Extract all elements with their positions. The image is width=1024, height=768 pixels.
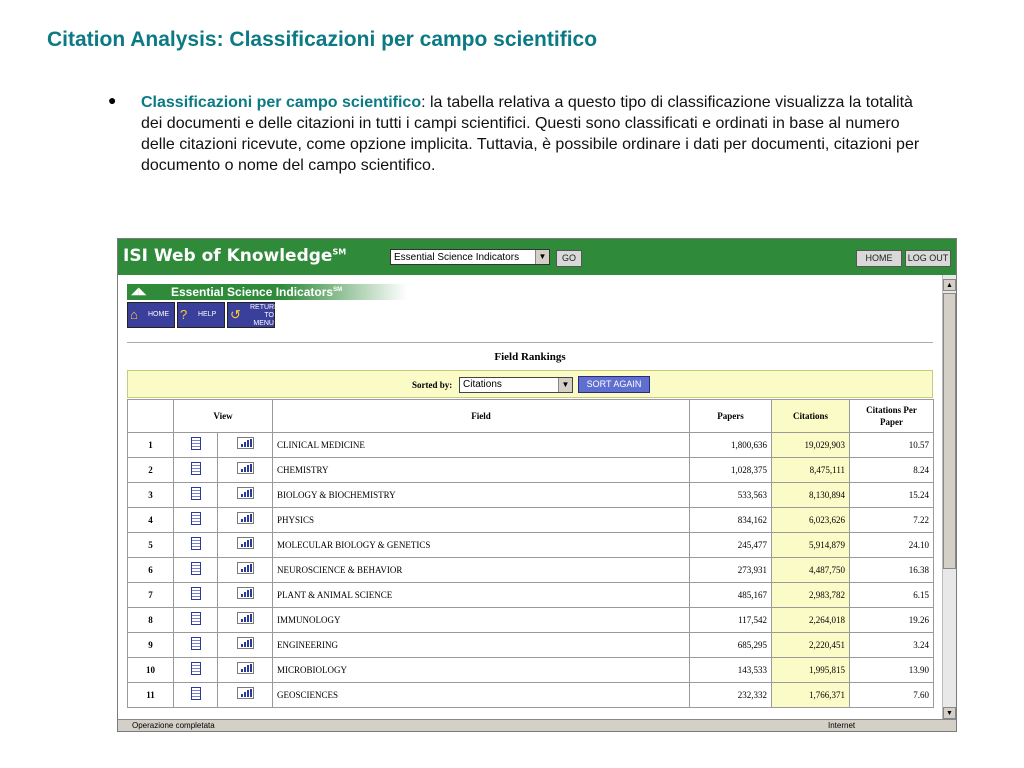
chart-cell[interactable] bbox=[218, 583, 273, 608]
return-icon: ↺ bbox=[230, 307, 241, 322]
rank-cell: 5 bbox=[128, 533, 174, 558]
doc-cell[interactable] bbox=[174, 658, 218, 683]
isi-header-bar bbox=[118, 239, 956, 275]
status-text: Operazione completata bbox=[132, 721, 215, 730]
chart-cell[interactable] bbox=[218, 558, 273, 583]
chart-cell[interactable] bbox=[218, 683, 273, 708]
bar-chart-icon[interactable] bbox=[237, 612, 254, 624]
field-rankings-table bbox=[127, 399, 934, 708]
document-list-icon[interactable] bbox=[191, 637, 201, 650]
cpp-header[interactable]: Citations Per Paper bbox=[850, 400, 934, 433]
doc-cell[interactable] bbox=[174, 458, 218, 483]
field-cell: CLINICAL MEDICINE bbox=[273, 433, 690, 458]
papers-cell: 685,295 bbox=[690, 633, 772, 658]
table-row bbox=[128, 433, 934, 458]
bullet-body: : la tabella relativa a questo tipo di classificazione visualizza la totalità dei documenti e delle citazioni in tutti i campi scientifici. Questi sono classificati e ordinati in base al numero delle citazioni ricevute, come opzione implicita. Tuttavia, è possibile ordinare i dati per documenti, citazioni per documento o nome del campo scientifico. bbox=[141, 94, 920, 174]
home-icon: ⌂ bbox=[130, 307, 138, 322]
doc-cell[interactable] bbox=[174, 633, 218, 658]
rank-cell: 9 bbox=[128, 633, 174, 658]
esi-banner bbox=[127, 284, 407, 300]
field-cell: GEOSCIENCES bbox=[273, 683, 690, 708]
esi-return-label: RETURN TO MENU bbox=[250, 304, 280, 327]
scroll-thumb[interactable] bbox=[943, 293, 956, 569]
field-cell: ENGINEERING bbox=[273, 633, 690, 658]
cpp-cell: 7.22 bbox=[850, 508, 934, 533]
chart-cell[interactable] bbox=[218, 633, 273, 658]
esi-logo-icon: ◢◣ bbox=[131, 286, 147, 297]
chart-cell[interactable] bbox=[218, 508, 273, 533]
chart-cell[interactable] bbox=[218, 608, 273, 633]
table-row bbox=[128, 658, 934, 683]
chart-cell[interactable] bbox=[218, 483, 273, 508]
chart-cell[interactable] bbox=[218, 433, 273, 458]
bar-chart-icon[interactable] bbox=[237, 587, 254, 599]
document-list-icon[interactable] bbox=[191, 687, 201, 700]
status-bar bbox=[118, 719, 956, 732]
cpp-cell: 7.60 bbox=[850, 683, 934, 708]
rank-cell: 10 bbox=[128, 658, 174, 683]
doc-cell[interactable] bbox=[174, 683, 218, 708]
bar-chart-icon[interactable] bbox=[237, 437, 254, 449]
field-cell: BIOLOGY & BIOCHEMISTRY bbox=[273, 483, 690, 508]
sort-select[interactable] bbox=[459, 377, 573, 393]
chevron-down-icon[interactable]: ▼ bbox=[558, 378, 572, 392]
doc-cell[interactable] bbox=[174, 583, 218, 608]
bar-chart-icon[interactable] bbox=[237, 462, 254, 474]
document-list-icon[interactable] bbox=[191, 587, 201, 600]
bullet-dot-icon: ● bbox=[108, 92, 117, 108]
papers-cell: 273,931 bbox=[690, 558, 772, 583]
papers-cell: 1,800,636 bbox=[690, 433, 772, 458]
doc-cell[interactable] bbox=[174, 558, 218, 583]
cpp-cell: 10.57 bbox=[850, 433, 934, 458]
bar-chart-icon[interactable] bbox=[237, 662, 254, 674]
view-header: View bbox=[174, 400, 273, 433]
bar-chart-icon[interactable] bbox=[237, 637, 254, 649]
scroll-down-icon[interactable]: ▼ bbox=[943, 707, 956, 719]
help-icon: ? bbox=[180, 307, 188, 322]
cpp-cell: 6.15 bbox=[850, 583, 934, 608]
logout-button[interactable]: LOG OUT bbox=[905, 250, 951, 267]
bar-chart-icon[interactable] bbox=[237, 687, 254, 699]
vertical-scrollbar[interactable] bbox=[942, 275, 956, 719]
field-cell: NEUROSCIENCE & BEHAVIOR bbox=[273, 558, 690, 583]
table-row bbox=[128, 683, 934, 708]
doc-cell[interactable] bbox=[174, 433, 218, 458]
citations-cell: 1,766,371 bbox=[772, 683, 850, 708]
document-list-icon[interactable] bbox=[191, 462, 201, 475]
chart-cell[interactable] bbox=[218, 533, 273, 558]
rank-header bbox=[128, 400, 174, 433]
database-select[interactable] bbox=[390, 249, 550, 265]
rank-cell: 2 bbox=[128, 458, 174, 483]
field-header[interactable]: Field bbox=[273, 400, 690, 433]
slide-title: Citation Analysis: Classificazioni per campo scientifico bbox=[47, 28, 598, 51]
esi-home-button[interactable] bbox=[127, 302, 175, 328]
table-row bbox=[128, 533, 934, 558]
table-row bbox=[128, 508, 934, 533]
cpp-cell: 8.24 bbox=[850, 458, 934, 483]
citations-cell: 8,130,894 bbox=[772, 483, 850, 508]
bar-chart-icon[interactable] bbox=[237, 562, 254, 574]
cpp-cell: 13.90 bbox=[850, 658, 934, 683]
citations-cell: 6,023,626 bbox=[772, 508, 850, 533]
page-heading: Field Rankings bbox=[494, 351, 566, 363]
papers-cell: 1,028,375 bbox=[690, 458, 772, 483]
bullet-text bbox=[141, 92, 921, 176]
papers-header[interactable]: Papers bbox=[690, 400, 772, 433]
document-list-icon[interactable] bbox=[191, 487, 201, 500]
rank-cell: 3 bbox=[128, 483, 174, 508]
cpp-cell: 15.24 bbox=[850, 483, 934, 508]
rank-cell: 1 bbox=[128, 433, 174, 458]
field-cell: PLANT & ANIMAL SCIENCE bbox=[273, 583, 690, 608]
citations-cell: 2,264,018 bbox=[772, 608, 850, 633]
document-list-icon[interactable] bbox=[191, 512, 201, 525]
esi-home-label: HOME bbox=[148, 311, 169, 318]
esi-title-text: Essential Science Indicators bbox=[171, 285, 334, 299]
papers-cell: 834,162 bbox=[690, 508, 772, 533]
field-cell: PHYSICS bbox=[273, 508, 690, 533]
document-list-icon[interactable] bbox=[191, 612, 201, 625]
citations-cell: 5,914,879 bbox=[772, 533, 850, 558]
papers-cell: 117,542 bbox=[690, 608, 772, 633]
chart-cell[interactable] bbox=[218, 658, 273, 683]
status-zone: Internet bbox=[828, 721, 856, 730]
home-button[interactable]: HOME bbox=[856, 250, 902, 267]
sort-select-value: Citations bbox=[463, 379, 502, 390]
database-select-value: Essential Science Indicators bbox=[394, 252, 520, 263]
rank-cell: 6 bbox=[128, 558, 174, 583]
rank-cell: 4 bbox=[128, 508, 174, 533]
table-row bbox=[128, 583, 934, 608]
document-list-icon[interactable] bbox=[191, 562, 201, 575]
scroll-up-icon[interactable]: ▲ bbox=[943, 279, 956, 291]
table-row bbox=[128, 483, 934, 508]
citations-cell: 8,475,111 bbox=[772, 458, 850, 483]
citations-cell: 19,029,903 bbox=[772, 433, 850, 458]
table-row bbox=[128, 608, 934, 633]
cpp-cell: 19.26 bbox=[850, 608, 934, 633]
citations-cell: 4,487,750 bbox=[772, 558, 850, 583]
papers-cell: 533,563 bbox=[690, 483, 772, 508]
doc-cell[interactable] bbox=[174, 483, 218, 508]
rank-cell: 11 bbox=[128, 683, 174, 708]
papers-cell: 232,332 bbox=[690, 683, 772, 708]
bar-chart-icon[interactable] bbox=[237, 512, 254, 524]
rank-cell: 8 bbox=[128, 608, 174, 633]
cpp-cell: 3.24 bbox=[850, 633, 934, 658]
browser-screenshot bbox=[117, 238, 957, 732]
citations-cell: 2,983,782 bbox=[772, 583, 850, 608]
isi-logo bbox=[123, 246, 346, 266]
field-cell: CHEMISTRY bbox=[273, 458, 690, 483]
sorted-by-label: Sorted by: bbox=[412, 380, 453, 390]
chart-cell[interactable] bbox=[218, 458, 273, 483]
esi-help-button[interactable] bbox=[177, 302, 225, 328]
citations-header[interactable]: Citations bbox=[772, 400, 850, 433]
go-button[interactable]: GO bbox=[556, 250, 582, 267]
doc-cell[interactable] bbox=[174, 533, 218, 558]
cpp-cell: 16.38 bbox=[850, 558, 934, 583]
table-row bbox=[128, 558, 934, 583]
rank-cell: 7 bbox=[128, 583, 174, 608]
esi-help-label: HELP bbox=[198, 311, 217, 318]
table-row bbox=[128, 458, 934, 483]
chevron-down-icon[interactable]: ▼ bbox=[535, 250, 549, 264]
esi-return-button[interactable] bbox=[227, 302, 280, 328]
table-body bbox=[128, 433, 934, 708]
isi-logo-mark: SM bbox=[332, 247, 347, 257]
table-row bbox=[128, 633, 934, 658]
citations-cell: 1,995,815 bbox=[772, 658, 850, 683]
document-list-icon[interactable] bbox=[191, 437, 201, 450]
field-cell: MOLECULAR BIOLOGY & GENETICS bbox=[273, 533, 690, 558]
cpp-cell: 24.10 bbox=[850, 533, 934, 558]
isi-logo-text: ISI Web of Knowledge bbox=[123, 246, 333, 266]
field-cell: MICROBIOLOGY bbox=[273, 658, 690, 683]
sort-again-button[interactable]: SORT AGAIN bbox=[578, 376, 650, 393]
doc-cell[interactable] bbox=[174, 508, 218, 533]
table-header-row bbox=[128, 400, 934, 433]
esi-title bbox=[171, 285, 342, 299]
sort-bar bbox=[127, 370, 933, 398]
bullet-lead: Classificazioni per campo scientifico bbox=[141, 94, 422, 111]
papers-cell: 245,477 bbox=[690, 533, 772, 558]
doc-cell[interactable] bbox=[174, 608, 218, 633]
document-list-icon[interactable] bbox=[191, 537, 201, 550]
bar-chart-icon[interactable] bbox=[237, 487, 254, 499]
divider bbox=[127, 342, 933, 343]
papers-cell: 485,167 bbox=[690, 583, 772, 608]
citations-cell: 2,220,451 bbox=[772, 633, 850, 658]
bar-chart-icon[interactable] bbox=[237, 537, 254, 549]
esi-title-mark: SM bbox=[333, 287, 343, 293]
document-list-icon[interactable] bbox=[191, 662, 201, 675]
papers-cell: 143,533 bbox=[690, 658, 772, 683]
field-cell: IMMUNOLOGY bbox=[273, 608, 690, 633]
